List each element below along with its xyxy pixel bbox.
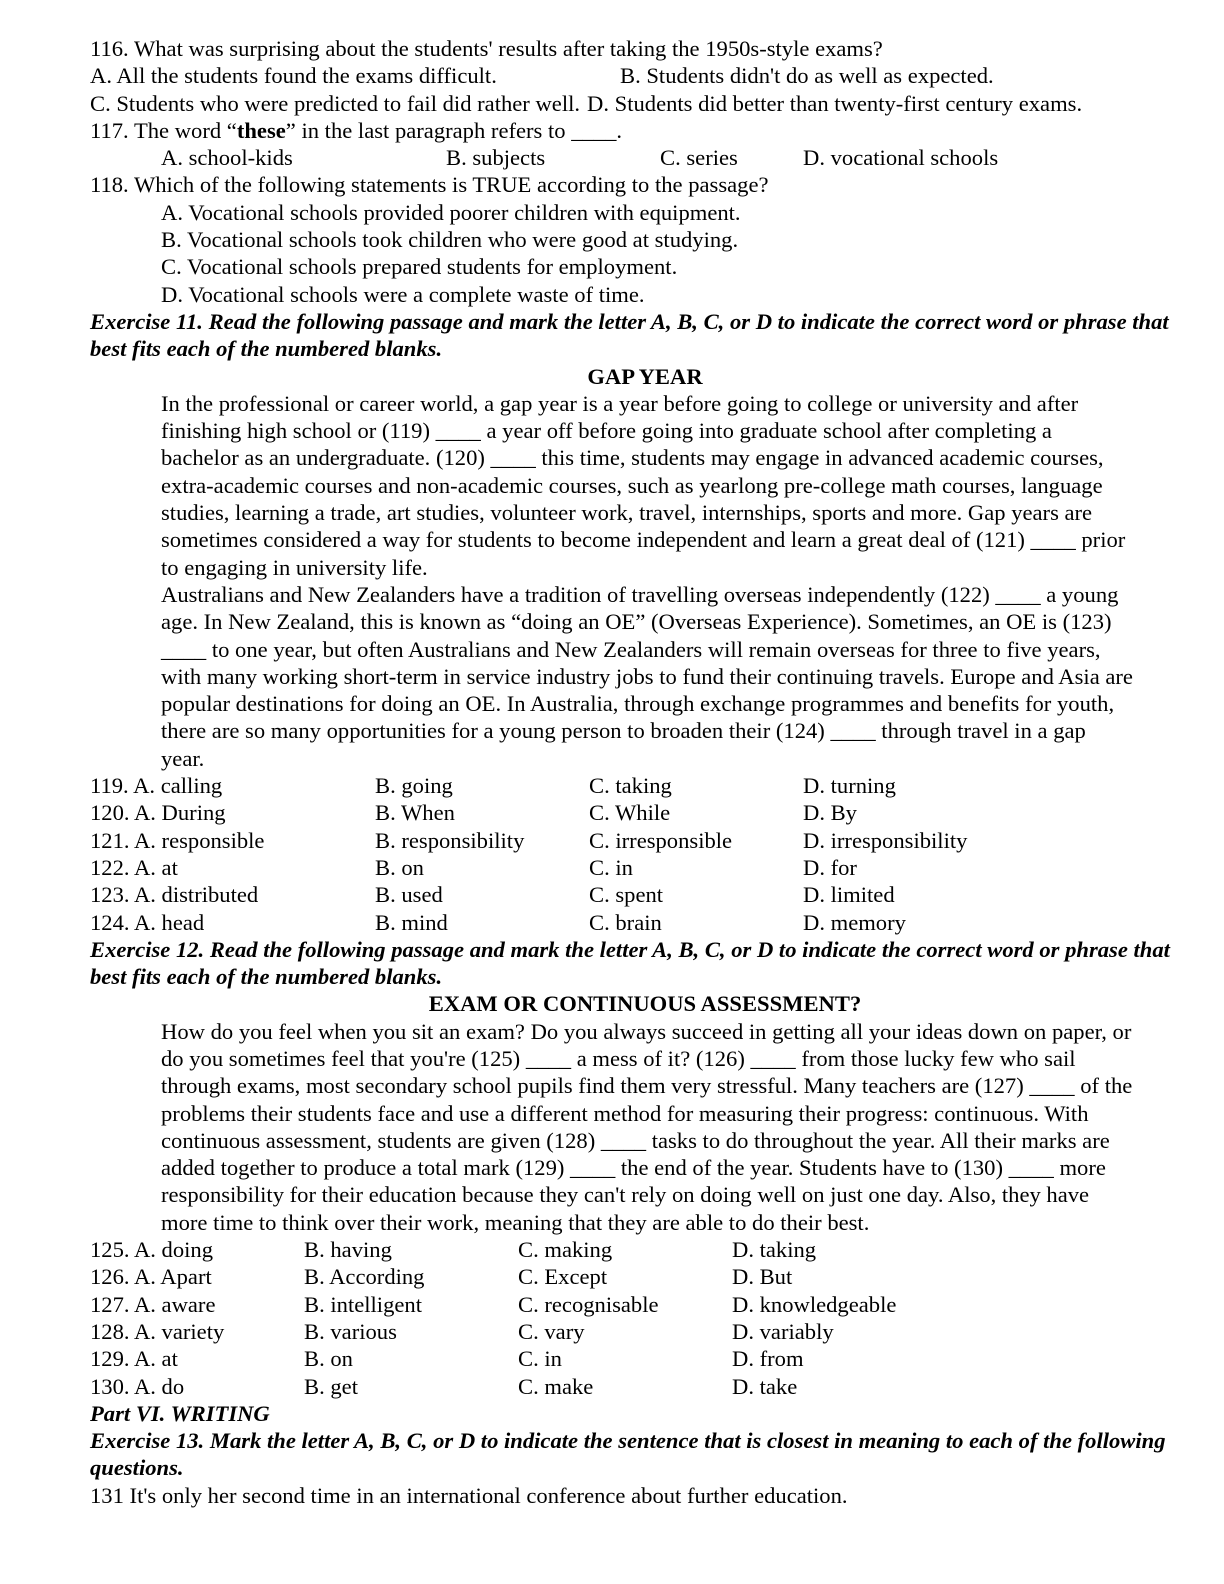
passage-line: more time to think over their work, meaning that they are able to do their best. xyxy=(161,1209,870,1235)
part-6-heading: Part VI. WRITING xyxy=(90,1400,270,1426)
passage-line: extra-academic courses and non-academic courses, such as yearlong pre-college math courses, language xyxy=(161,472,1103,498)
passage-line: sometimes considered a way for students to become independent and learn a great deal of (121) ____ prior xyxy=(161,527,1126,553)
passage-line: do you sometimes feel that you're (125) ____ a mess of it? (126) ____ from those lucky few who sail xyxy=(161,1045,1076,1071)
passage-line: In the professional or career world, a gap year is a year before going to college or university and after xyxy=(161,390,1079,416)
passage-line: there are so many opportunities for a young person to broaden their (124) ____ through travel in a gap xyxy=(161,718,1086,744)
options-130: 130. A. do B. get C. make D. take xyxy=(90,1373,798,1399)
passage-line: ____ to one year, but often Australians and New Zealanders will remain overseas for three to five years, xyxy=(161,636,1101,662)
question-118-stem: 118. Which of the following statements is TRUE according to the passage? xyxy=(90,172,769,198)
passage-line: age. In New Zealand, this is known as “doing an OE” (Overseas Experience). Sometimes, an OE is (123) xyxy=(161,609,1112,635)
passage-line: responsibility for their education because they can't rely on doing well on just one day. Also, they have xyxy=(161,1182,1090,1208)
passage-line: problems their students face and use a different method for measuring their progress: continuous. With xyxy=(161,1100,1089,1126)
question-116-stem: 116. What was surprising about the students' results after taking the 1950s-style exams? xyxy=(90,36,883,61)
options-124: 124. A. head B. mind C. brain D. memory xyxy=(90,909,906,935)
options-121: 121. A. responsible B. responsibility C. irresponsible D. irresponsibility xyxy=(90,827,968,853)
passage-line: year. xyxy=(161,745,205,771)
exercise-12-title: EXAM OR CONTINUOUS ASSESSMENT? xyxy=(428,991,862,1017)
option-118-c: C. Vocational schools prepared students for employment. xyxy=(161,254,678,280)
exercise-11-title: GAP YEAR xyxy=(587,363,703,389)
options-129: 129. A. at B. on C. in D. from xyxy=(90,1346,804,1372)
options-128: 128. A. variety B. various C. vary D. variably xyxy=(90,1318,834,1344)
option-116-d: D. Students did better than twenty-first century exams. xyxy=(587,90,1083,116)
passage-line: popular destinations for doing an OE. In Australia, through exchange programmes and benefits for youth, xyxy=(161,691,1115,717)
exercise-12-instruction: Exercise 12. Read the following passage and mark the letter A, B, C, or D to indicate the correct word or phrase that best fits each of the numbered blanks. xyxy=(90,936,1170,990)
question-131-stem: 131 It's only her second time in an international conference about further education. xyxy=(90,1482,848,1508)
passage-line: continuous assessment, students are given (128) ____ tasks to do throughout the year. All their marks are xyxy=(161,1127,1110,1153)
question-117-options xyxy=(90,144,1200,171)
option-117-b: B. subjects xyxy=(446,145,546,171)
options-126: 126. A. Apart B. According C. Except D. But xyxy=(90,1264,793,1290)
exercise-13-instruction: Exercise 13. Mark the letter A, B, C, or D to indicate the sentence that is closest in meaning to each of the following questions. xyxy=(90,1428,1166,1481)
options-120: 120. A. During B. When C. While D. By xyxy=(90,800,857,826)
question-116-options-cd xyxy=(90,90,1200,117)
passage-line: bachelor as an undergraduate. (120) ____ this time, students may engage in advanced academic courses, xyxy=(161,445,1104,471)
exercise-11-passage xyxy=(90,390,1200,772)
question-117-stem: 117. The word “these” in the last paragraph refers to ____. xyxy=(90,117,623,143)
passage-line: through exams, most secondary school pupils find them very stressful. Many teachers are (127) ____ of the xyxy=(161,1073,1133,1099)
exercise-12-passage xyxy=(90,1018,1200,1236)
option-117-d: D. vocational schools xyxy=(803,145,999,171)
passage-line: How do you feel when you sit an exam? Do you always succeed in getting all your ideas down on paper, or xyxy=(161,1018,1132,1044)
option-117-c: C. series xyxy=(660,145,738,171)
exercise-11-instruction: Exercise 11. Read the following passage and mark the letter A, B, C, or D to indicate the correct word or phrase that best fits each of the numbered blanks. xyxy=(90,308,1169,362)
options-119: 119. A. calling B. going C. taking D. turning xyxy=(90,773,896,799)
passage-line: added together to produce a total mark (129) ____ the end of the year. Students have to (130) ____ more xyxy=(161,1155,1106,1181)
passage-line: studies, learning a trade, art studies, volunteer work, travel, internships, sports and more. Gap years are xyxy=(161,500,1093,526)
option-116-a: A. All the students found the exams difficult. xyxy=(90,63,497,89)
options-122: 122. A. at B. on C. in D. for xyxy=(90,854,857,880)
passage-line: Australians and New Zealanders have a tradition of travelling overseas independently (122) ____ a young xyxy=(161,581,1119,607)
option-117-a: A. school-kids xyxy=(161,145,293,171)
options-123: 123. A. distributed B. used C. spent D. limited xyxy=(90,882,895,908)
passage-line: to engaging in university life. xyxy=(161,554,428,580)
passage-line: finishing high school or (119) ____ a year off before going into graduate school after completing a xyxy=(161,418,1052,444)
option-116-c: C. Students who were predicted to fail did rather well. xyxy=(90,90,581,116)
document-page xyxy=(90,35,1200,1509)
exercise-12-options xyxy=(90,1236,1200,1400)
options-125: 125. A. doing B. having C. making D. taking xyxy=(90,1237,817,1263)
option-116-b: B. Students didn't do as well as expected. xyxy=(620,63,994,89)
option-118-d: D. Vocational schools were a complete waste of time. xyxy=(161,281,645,307)
option-118-a: A. Vocational schools provided poorer children with equipment. xyxy=(161,199,741,225)
exercise-11-options xyxy=(90,772,1200,936)
passage-line: with many working short-term in service industry jobs to fund their continuing travels. Europe and Asia are xyxy=(161,663,1133,689)
question-117-keyword: these xyxy=(236,117,286,143)
option-118-b: B. Vocational schools took children who were good at studying. xyxy=(161,227,739,253)
options-127: 127. A. aware B. intelligent C. recognisable D. knowledgeable xyxy=(90,1291,897,1317)
question-116-options-ab xyxy=(90,62,1200,89)
